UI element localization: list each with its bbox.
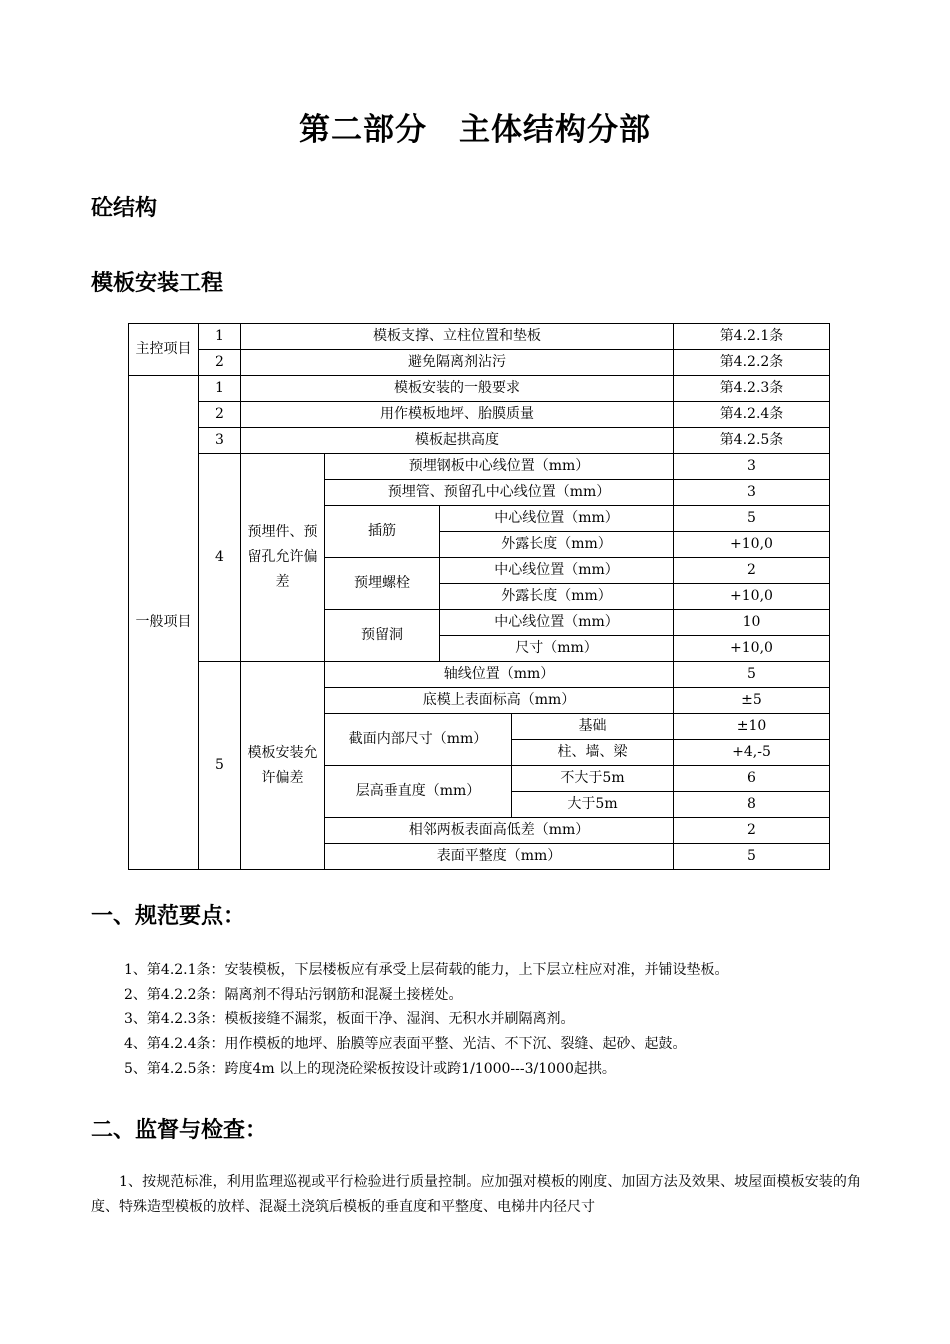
table-row [129,454,830,480]
subgroup-label: 截面内部尺寸（mm） [325,714,512,766]
formwork-spec-table [128,323,830,870]
item-cell: 中心线位置（mm） [440,610,674,636]
table-row [129,350,830,376]
group-label-formwork: 模板安装允许偏差 [241,662,325,870]
item-cell: 轴线位置（mm） [325,662,674,688]
item-cell: 预埋管、预留孔中心线位置（mm） [325,480,674,506]
value-cell: 3 [674,480,830,506]
group-label-embedded: 预埋件、预留孔允许偏差 [241,454,325,662]
section-heading-concrete: 砼结构 [91,196,158,221]
row-number: 2 [199,402,241,428]
item-cell: 不大于5m [512,766,674,792]
table-row [129,324,830,350]
section-heading-formwork: 模板安装工程 [91,271,224,296]
item-cell: 大于5m [512,792,674,818]
value-cell: 10 [674,610,830,636]
subgroup-label: 预留洞 [325,610,440,662]
row-number: 4 [199,454,241,662]
value-cell: +10,0 [674,584,830,610]
general-items-label: 一般项目 [129,376,199,870]
value-cell: ±5 [674,688,830,714]
list-item: 3、第4.2.3条：模板接缝不漏浆，板面干净、湿润、无积水并刷隔离剂。 [124,1011,575,1028]
main-items-label: 主控项目 [129,324,199,376]
reference-cell: 第4.2.2条 [674,350,830,376]
supervision-paragraph: 1、按规范标准，利用监理巡视或平行检验进行质量控制。应加强对模板的刚度、加固方法及效果、坡屋面模板安装的角度、特殊造型模板的放样、混凝土浇筑后模板的垂直度和平整度、电梯井内径尺寸 [91,1174,861,1215]
table-row [129,402,830,428]
item-cell: 中心线位置（mm） [440,558,674,584]
item-cell: 底模上表面标高（mm） [325,688,674,714]
value-cell: 2 [674,558,830,584]
item-cell: 模板安装的一般要求 [241,376,674,402]
value-cell: +10,0 [674,532,830,558]
value-cell: 6 [674,766,830,792]
reference-cell: 第4.2.4条 [674,402,830,428]
reference-cell: 第4.2.3条 [674,376,830,402]
reference-cell: 第4.2.1条 [674,324,830,350]
item-cell: 模板支撑、立柱位置和垫板 [241,324,674,350]
item-cell: 外露长度（mm） [440,532,674,558]
item-cell: 用作模板地坪、胎膜质量 [241,402,674,428]
item-cell: 相邻两板表面高低差（mm） [325,818,674,844]
subgroup-label: 插筋 [325,506,440,558]
subgroup-label: 层高垂直度（mm） [325,766,512,818]
item-cell: 预埋钢板中心线位置（mm） [325,454,674,480]
item-cell: 基础 [512,714,674,740]
reference-cell: 第4.2.5条 [674,428,830,454]
list-item: 2、第4.2.2条：隔离剂不得玷污钢筋和混凝土接槎处。 [124,986,463,1003]
item-cell: 尺寸（mm） [440,636,674,662]
item-cell: 表面平整度（mm） [325,844,674,870]
value-cell: 5 [674,662,830,688]
table-row [129,428,830,454]
value-cell: +10,0 [674,636,830,662]
list-item: 1、第4.2.1条：安装模板，下层楼板应有承受上层荷载的能力，上下层立柱应对准，并铺设垫板。 [124,962,729,978]
item-cell: 模板起拱高度 [241,428,674,454]
value-cell: +4,-5 [674,740,830,766]
row-number: 1 [199,376,241,402]
item-cell: 避免隔离剂沾污 [241,350,674,376]
table-row [129,376,830,402]
row-number: 3 [199,428,241,454]
norms-list [124,958,729,1082]
row-number: 1 [199,324,241,350]
value-cell: ±10 [674,714,830,740]
item-cell: 外露长度（mm） [440,584,674,610]
value-cell: 8 [674,792,830,818]
list-item: 5、第4.2.5条：跨度4m 以上的现浇砼梁板按设计或跨1/1000---3/1000起拱。 [124,1060,616,1077]
row-number: 2 [199,350,241,376]
value-cell: 3 [674,454,830,480]
heading-norms: 一、规范要点： [91,904,246,929]
heading-supervision: 二、监督与检查： [91,1118,268,1143]
page-title: 第二部分 主体结构分部 [299,112,651,148]
subgroup-label: 预埋螺栓 [325,558,440,610]
value-cell: 2 [674,818,830,844]
table-row [129,662,830,688]
item-cell: 柱、墙、梁 [512,740,674,766]
item-cell: 中心线位置（mm） [440,506,674,532]
list-item: 4、第4.2.4条：用作模板的地坪、胎膜等应表面平整、光洁、不下沉、裂缝、起砂、起鼓。 [124,1036,687,1053]
value-cell: 5 [674,506,830,532]
row-number: 5 [199,662,241,870]
value-cell: 5 [674,844,830,870]
